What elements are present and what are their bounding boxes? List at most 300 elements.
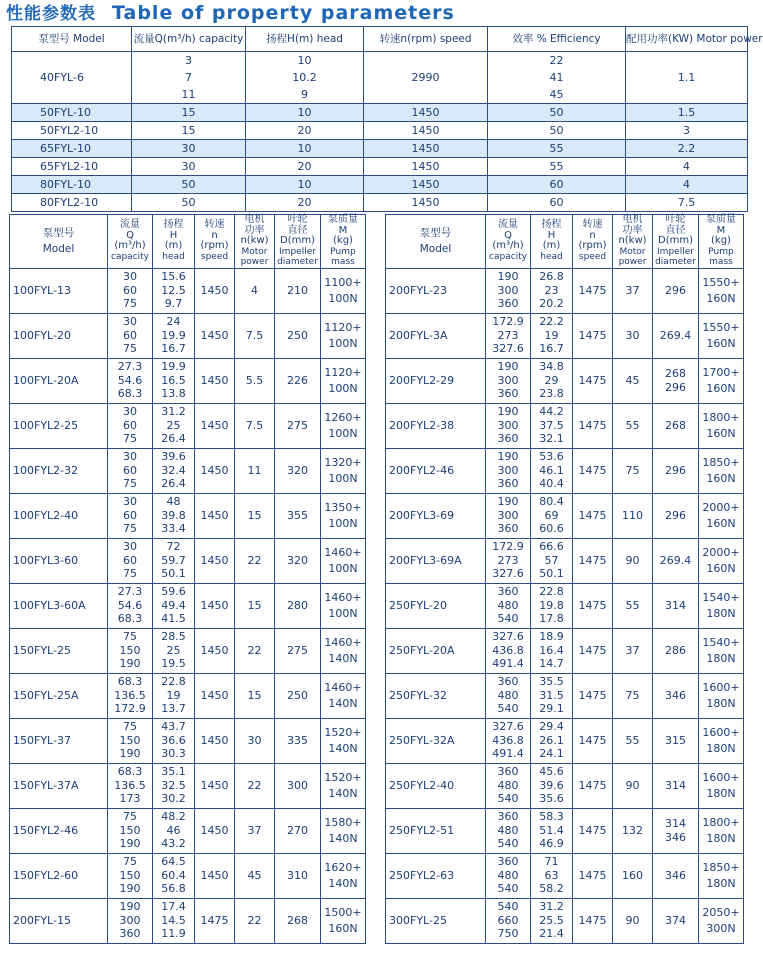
mass-value: 180N: [706, 876, 736, 890]
table2-header-cell: [531, 215, 573, 269]
capacity-value: 327.6: [492, 342, 524, 356]
table2-header-cell: [486, 215, 531, 269]
impeller-diameter-cell: [653, 763, 699, 808]
motor-power-cell: 37: [235, 808, 275, 853]
model-cell: 100FYL-20A: [10, 358, 108, 403]
capacity-value: 190: [497, 270, 519, 284]
table2-header-cell: [235, 215, 275, 269]
mass-value: 1580+: [324, 815, 362, 829]
capacity-value: 190: [119, 657, 141, 671]
mass-value: 160N: [706, 426, 736, 440]
head-value: 32.5: [161, 778, 186, 792]
capacity-cell: [132, 104, 246, 122]
mass-value: 1460+: [324, 590, 362, 604]
table2-header-cell: [195, 215, 235, 269]
model-cell: 50FYL2-10: [12, 122, 132, 140]
speed-cell: 1450: [195, 403, 235, 448]
impeller-diameter-cell: [653, 808, 699, 853]
diameter-value: 346: [665, 688, 686, 702]
property-table-right: [385, 214, 744, 944]
pump-mass-cell: [321, 268, 366, 313]
model-cell: 100FYL2-25: [10, 403, 108, 448]
table2-row: [386, 673, 744, 718]
diameter-value: 286: [665, 643, 686, 657]
motor-power-cell: 110: [613, 493, 653, 538]
pump-mass-cell: [699, 808, 744, 853]
capacity-value: 150: [119, 823, 141, 837]
model-cell: 100FYL3-60: [10, 538, 108, 583]
header-line: 流量: [120, 219, 140, 231]
table2-header-cell: [10, 215, 108, 269]
header-line: (rpm): [578, 240, 607, 252]
table2-row: [386, 403, 744, 448]
capacity-value: 660: [497, 913, 519, 927]
property-table-small: [11, 26, 763, 212]
head-value: 43.7: [161, 720, 186, 734]
mass-value: 140N: [328, 876, 358, 890]
table2-row: [10, 853, 366, 898]
mass-value: 140N: [328, 786, 358, 800]
head-value: 22.2: [539, 315, 564, 329]
table2-row: [10, 403, 366, 448]
head-value: 13.8: [161, 387, 186, 401]
impeller-diameter-cell: [275, 808, 321, 853]
capacity-value: 75: [123, 630, 137, 644]
head-value: 17.4: [161, 900, 186, 914]
head-value: 16.7: [161, 342, 186, 356]
head-value: 24: [166, 315, 181, 329]
table2-row: [10, 628, 366, 673]
capacity-value: 75: [123, 477, 137, 491]
motor-power-cell: 132: [613, 808, 653, 853]
mass-value: 1540+: [702, 635, 740, 649]
head-value: 63: [544, 868, 559, 882]
head-value: 17.8: [539, 612, 564, 626]
pump-mass-cell: [321, 313, 366, 358]
table1-row: [12, 158, 748, 176]
head-value: 28.5: [161, 630, 186, 644]
head-value: 51.4: [539, 823, 564, 837]
efficiency-value: 50: [549, 106, 564, 119]
head-value: 30.3: [161, 747, 186, 761]
mass-value: 1700+: [702, 365, 740, 379]
head-value: 10: [297, 178, 312, 191]
pump-mass-cell: [699, 763, 744, 808]
header-line: diameter: [277, 257, 318, 267]
head-cell: [531, 268, 573, 313]
head-value: 10.2: [292, 71, 317, 84]
header-line: capacity: [489, 251, 527, 262]
capacity-value: 273: [497, 553, 519, 567]
header-line: D(mm): [280, 235, 315, 246]
capacity-value: 190: [119, 900, 141, 914]
table1-row: [12, 140, 748, 158]
motor-power-cell: 4: [626, 158, 748, 176]
header-line: 转速: [582, 219, 603, 231]
model-cell: 250FYL-32: [386, 673, 486, 718]
table2-header-cell: [153, 215, 195, 269]
header-line: Model: [42, 243, 75, 256]
head-value: 58.2: [539, 882, 564, 896]
pump-mass-cell: [321, 493, 366, 538]
speed-cell: 1475: [573, 628, 613, 673]
head-value: 46.9: [539, 837, 564, 851]
head-value: 48.2: [161, 810, 186, 824]
model-cell: 150FYL2-60: [10, 853, 108, 898]
capacity-cell: [486, 898, 531, 943]
mass-value: 1500+: [324, 905, 362, 919]
speed-cell: 1475: [573, 403, 613, 448]
capacity-cell: [108, 628, 153, 673]
table2-row: [386, 268, 744, 313]
motor-power-cell: 37: [613, 628, 653, 673]
head-value: 12.5: [161, 283, 186, 297]
header-line: speed: [578, 251, 607, 262]
pump-mass-cell: [699, 448, 744, 493]
capacity-value: 50: [181, 196, 196, 209]
efficiency-value: 60: [549, 196, 564, 209]
mass-value: 2050+: [702, 905, 740, 919]
capacity-value: 75: [123, 522, 137, 536]
mass-value: 300N: [706, 921, 736, 935]
head-cell: [531, 763, 573, 808]
head-value: 22.8: [539, 585, 564, 599]
motor-power-cell: 2.2: [626, 140, 748, 158]
capacity-value: 360: [497, 387, 519, 401]
motor-power-cell: 75: [613, 673, 653, 718]
speed-cell: 1475: [573, 493, 613, 538]
capacity-cell: [486, 313, 531, 358]
mass-value: 1460+: [324, 545, 362, 559]
head-value: 64.5: [161, 855, 186, 869]
motor-power-cell: 5.5: [235, 358, 275, 403]
head-value: 19: [544, 328, 559, 342]
capacity-value: 273: [497, 328, 519, 342]
speed-cell: 1475: [573, 538, 613, 583]
capacity-cell: [486, 358, 531, 403]
impeller-diameter-cell: [653, 493, 699, 538]
table2-row: [386, 898, 744, 943]
capacity-value: 750: [497, 927, 519, 941]
efficiency-cell: [488, 122, 626, 140]
speed-cell: 2990: [364, 52, 488, 104]
mass-value: 2000+: [702, 545, 740, 559]
header-line: Motor: [619, 246, 646, 257]
capacity-value: 480: [497, 868, 519, 882]
head-cell: [531, 448, 573, 493]
head-cell: [531, 853, 573, 898]
head-cell: [531, 673, 573, 718]
table2-header-row: [386, 215, 744, 269]
model-cell: 250FYL2-51: [386, 808, 486, 853]
efficiency-cell: [488, 52, 626, 104]
model-cell: 40FYL-6: [12, 52, 132, 104]
capacity-value: 540: [497, 612, 519, 626]
head-value: 20: [297, 124, 312, 137]
capacity-value: 54.6: [117, 598, 143, 612]
capacity-value: 190: [497, 360, 519, 374]
pump-mass-cell: [321, 673, 366, 718]
mass-value: 160N: [328, 921, 358, 935]
capacity-value: 360: [497, 675, 519, 689]
capacity-value: 15: [181, 106, 196, 119]
table2-row: [10, 268, 366, 313]
model-cell: 65FYL-10: [12, 140, 132, 158]
impeller-diameter-cell: [653, 538, 699, 583]
diameter-value: 268: [665, 367, 686, 380]
capacity-value: 15: [181, 124, 196, 137]
capacity-cell: [486, 673, 531, 718]
mass-value: 1350+: [324, 500, 362, 514]
header-line: capacity: [111, 251, 149, 262]
pump-mass-cell: [321, 763, 366, 808]
capacity-cell: [486, 808, 531, 853]
capacity-cell: [486, 403, 531, 448]
diameter-value: 226: [287, 373, 308, 387]
mass-value: 1850+: [702, 455, 740, 469]
capacity-value: 360: [497, 855, 519, 869]
impeller-diameter-cell: [653, 403, 699, 448]
head-value: 29.1: [539, 702, 564, 716]
efficiency-value: 60: [549, 178, 564, 191]
diameter-value: 314: [665, 598, 686, 612]
capacity-cell: [108, 853, 153, 898]
mass-value: 100N: [328, 336, 358, 350]
head-cell: [153, 763, 195, 808]
capacity-cell: [132, 176, 246, 194]
capacity-value: 190: [497, 450, 519, 464]
capacity-value: 30: [123, 450, 137, 464]
capacity-value: 327.6: [492, 630, 524, 644]
capacity-value: 136.5: [114, 688, 146, 702]
pump-mass-cell: [321, 898, 366, 943]
head-cell: [246, 140, 364, 158]
motor-power-cell: 55: [613, 403, 653, 448]
table2-header-row: [10, 215, 366, 269]
impeller-diameter-cell: [653, 448, 699, 493]
head-value: 33.4: [161, 522, 186, 536]
property-table-left: [9, 214, 366, 944]
mass-value: 1800+: [702, 410, 740, 424]
head-value: 35.6: [539, 792, 564, 806]
capacity-value: 60: [123, 463, 137, 477]
capacity-cell: [108, 538, 153, 583]
head-cell: [153, 403, 195, 448]
table1-header-cell: 扬程H(m) head: [246, 27, 364, 52]
head-cell: [153, 628, 195, 673]
diameter-value: 275: [287, 643, 308, 657]
capacity-value: 75: [123, 342, 137, 356]
head-cell: [531, 358, 573, 403]
model-cell: 200FYL-3A: [386, 313, 486, 358]
pump-mass-cell: [321, 448, 366, 493]
head-value: 35.5: [539, 675, 564, 689]
mass-value: 140N: [328, 741, 358, 755]
capacity-value: 68.3: [117, 765, 143, 779]
capacity-value: 540: [497, 900, 519, 914]
head-value: 43.2: [161, 837, 186, 851]
head-value: 32.4: [161, 463, 186, 477]
efficiency-cell: [488, 158, 626, 176]
impeller-diameter-cell: [653, 268, 699, 313]
impeller-diameter-cell: [275, 718, 321, 763]
motor-power-cell: 160: [613, 853, 653, 898]
model-cell: 100FYL2-32: [10, 448, 108, 493]
head-value: 48: [166, 495, 181, 509]
model-cell: 300FYL-25: [386, 898, 486, 943]
impeller-diameter-cell: [275, 448, 321, 493]
head-cell: [531, 898, 573, 943]
head-value: 25.5: [539, 913, 564, 927]
header-line: (m³/h): [492, 240, 524, 252]
header-line: (kg): [333, 235, 353, 246]
model-cell: 150FYL-25A: [10, 673, 108, 718]
capacity-value: 360: [497, 477, 519, 491]
motor-power-cell: 37: [613, 268, 653, 313]
capacity-value: 190: [119, 747, 141, 761]
motor-power-cell: 90: [613, 898, 653, 943]
header-line: mass: [709, 257, 733, 267]
mass-value: 1600+: [702, 725, 740, 739]
head-value: 26.1: [539, 733, 564, 747]
head-value: 10: [297, 142, 312, 155]
header-line: 扬程: [163, 219, 184, 231]
head-value: 32.1: [539, 432, 564, 446]
speed-cell: 1450: [195, 313, 235, 358]
capacity-value: 30: [123, 495, 137, 509]
header-line: diameter: [655, 257, 696, 267]
speed-cell: 1475: [573, 718, 613, 763]
head-value: 39.6: [539, 778, 564, 792]
header-line: H: [547, 229, 556, 241]
capacity-value: 190: [497, 405, 519, 419]
table2-row: [10, 763, 366, 808]
mass-value: 140N: [328, 651, 358, 665]
capacity-cell: [486, 268, 531, 313]
capacity-value: 480: [497, 778, 519, 792]
table2-header-cell: [108, 215, 153, 269]
mass-value: 160N: [706, 471, 736, 485]
speed-cell: 1450: [195, 628, 235, 673]
head-value: 80.4: [539, 495, 564, 509]
head-value: 59.7: [161, 553, 186, 567]
table2-row: [386, 853, 744, 898]
motor-power-cell: 55: [613, 718, 653, 763]
header-line: M: [716, 224, 726, 236]
head-cell: [531, 313, 573, 358]
motor-power-cell: 7.5: [235, 403, 275, 448]
head-value: 26.4: [161, 432, 186, 446]
header-line: 直径: [287, 224, 308, 236]
table2-header-cell: [321, 215, 366, 269]
diameter-value: 314: [665, 817, 686, 830]
head-cell: [153, 493, 195, 538]
pump-mass-cell: [699, 898, 744, 943]
capacity-value: 360: [497, 765, 519, 779]
header-line: n: [589, 229, 596, 241]
pump-mass-cell: [699, 583, 744, 628]
head-value: 20: [297, 160, 312, 173]
head-value: 34.8: [539, 360, 564, 374]
diameter-value: 300: [287, 778, 308, 792]
speed-cell: 1475: [573, 898, 613, 943]
motor-power-cell: 7.5: [626, 194, 748, 212]
capacity-cell: [108, 673, 153, 718]
head-value: 60.6: [539, 522, 564, 536]
head-value: 31.5: [539, 688, 564, 702]
header-line: (m³/h): [114, 240, 146, 252]
pump-mass-cell: [699, 718, 744, 763]
table2-row: [10, 358, 366, 403]
header-line: mass: [331, 257, 355, 267]
motor-power-cell: 22: [235, 538, 275, 583]
capacity-value: 172.9: [492, 315, 524, 329]
mass-value: 160N: [706, 516, 736, 530]
efficiency-value: 55: [549, 142, 564, 155]
diameter-value: 315: [665, 733, 686, 747]
motor-power-cell: 55: [613, 583, 653, 628]
capacity-cell: [108, 493, 153, 538]
table2-row: [386, 448, 744, 493]
speed-cell: 1450: [195, 493, 235, 538]
header-line: 功率: [622, 224, 643, 236]
capacity-value: 30: [123, 540, 137, 554]
motor-power-cell: 4: [626, 176, 748, 194]
capacity-cell: [132, 52, 246, 104]
capacity-value: 60: [123, 508, 137, 522]
mass-value: 140N: [328, 831, 358, 845]
impeller-diameter-cell: [275, 358, 321, 403]
pump-mass-cell: [321, 358, 366, 403]
model-cell: 250FYL2-40: [386, 763, 486, 808]
pump-mass-cell: [699, 853, 744, 898]
capacity-value: 540: [497, 837, 519, 851]
head-value: 31.2: [161, 405, 186, 419]
diameter-value: 268: [287, 913, 308, 927]
model-cell: 80FYL2-10: [12, 194, 132, 212]
head-value: 23: [544, 283, 559, 297]
efficiency-cell: [488, 140, 626, 158]
capacity-value: 360: [497, 297, 519, 311]
mass-value: 1120+: [324, 365, 362, 379]
head-value: 9.7: [164, 297, 183, 311]
header-line: (m): [542, 240, 561, 252]
impeller-diameter-cell: [653, 898, 699, 943]
efficiency-value: 22: [549, 54, 564, 67]
pump-mass-cell: [321, 628, 366, 673]
efficiency-cell: [488, 104, 626, 122]
model-cell: 200FYL-23: [386, 268, 486, 313]
capacity-cell: [486, 493, 531, 538]
mass-value: 160N: [706, 291, 736, 305]
capacity-value: 3: [185, 54, 192, 67]
capacity-value: 68.3: [117, 612, 143, 626]
header-line: 叶轮: [287, 214, 308, 225]
impeller-diameter-cell: [275, 853, 321, 898]
head-value: 69: [544, 508, 559, 522]
capacity-value: 540: [497, 792, 519, 806]
speed-cell: 1450: [364, 176, 488, 194]
head-value: 46.1: [539, 463, 564, 477]
model-cell: 250FYL2-63: [386, 853, 486, 898]
table1-row: [12, 104, 748, 122]
head-value: 22.8: [161, 675, 186, 689]
head-value: 50.1: [539, 567, 564, 581]
pump-mass-cell: [699, 628, 744, 673]
capacity-cell: [108, 763, 153, 808]
capacity-value: 480: [497, 598, 519, 612]
header-line: 电机: [244, 214, 265, 225]
